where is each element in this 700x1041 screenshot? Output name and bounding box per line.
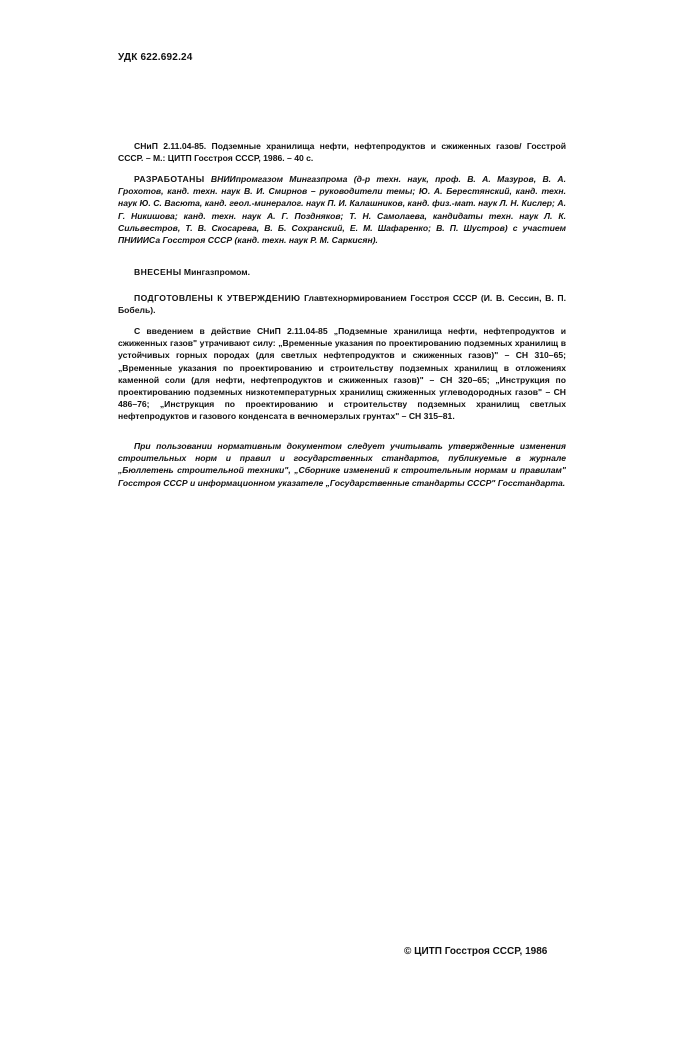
superseded-documents-paragraph: С введением в действие СНиП 2.11.04-85 „Подземные хранилища нефти, нефтепродуктов и сжиженных газов" утрачивают силу: „Временные указания по проектированию подземных хранилищ в устойчивых горных породах (для светлых нефтепродуктов и сжиженных газов)" – СН 310–65; „Временные указания по проектированию и строительству подземных хранилищ в отложениях каменной соли (для нефти, нефтепродуктов и сжиженных газов)" – СН 320–65; „Инструкция по проектированию подземных низкотемпературных хранилищ сжиженных углеводородных газов" – СН 486–76; „Инструкция по проектированию и строительству подземных хранилищ светлых нефтепродуктов и газового конденсата в вечномерзлых грунтах" – СН 315–81. <box>118 326 566 422</box>
biblio-text: Подземные хранилища нефти, нефтепродуктов и сжиженных газов/ Госстрой СССР. – М.: ЦИТП Госстроя СССР, 1986. – 40 с. <box>118 141 567 164</box>
usage-notice-paragraph: При пользовании нормативным документом следует учитывать утвержденные изменения строительных норм и правил и государственных стандартов, публикуемые в журнале „Бюллетень строительной техники", „Сборнике изменений к строительным нормам и правилам" Госстроя СССР и информационном указателе „Государственные стандарты СССР" Госстандарта. <box>118 441 566 488</box>
biblio-code: СНиП 2.11.04-85. <box>134 141 207 151</box>
bibliographic-reference <box>118 140 566 164</box>
developed-label: РАЗРАБОТАНЫ <box>134 174 205 184</box>
developed-text: ВНИИпромгазом Мингазпрома (д-р техн. наук, проф. В. А. Мазуров, В. А. Грохотов, канд. техн. наук В. И. Смирнов – руководители темы; Ю. А. Берестянский, канд. техн. наук Ю. С. Васюта, канд. геол.-минералог. наук П. И. Калашников, канд. физ.-мат. наук Л. Н. Кислер; А. Г. Никишова; канд. техн. наук А. Г. Поздняков; Т. Н. Самолаева, кандидаты техн. наук Л. К. Сильвестров, Т. В. Скосарева, В. Б. Сохранский, Е. М. Шафаренко; В. П. Шустров) с участием ПНИИИСа Госстроя СССР (канд. техн. наук Р. М. Саркисян). <box>118 174 567 246</box>
introduced-by-paragraph <box>118 266 566 278</box>
copyright-notice: © ЦИТП Госстроя СССР, 1986 <box>404 946 548 957</box>
prepared-text: Главтехнормированием Госстроя СССР (И. В. Сессин, В. П. Бобель). <box>118 293 566 316</box>
prepared-label: ПОДГОТОВЛЕНЫ К УТВЕРЖДЕНИЮ <box>134 293 301 303</box>
developed-by-paragraph <box>118 173 566 246</box>
introduced-text: Мингазпромом. <box>183 267 250 277</box>
prepared-for-approval-paragraph <box>118 292 566 316</box>
udk-code: УДК 622.692.24 <box>118 52 193 63</box>
introduced-label: ВНЕСЕНЫ <box>134 267 182 277</box>
